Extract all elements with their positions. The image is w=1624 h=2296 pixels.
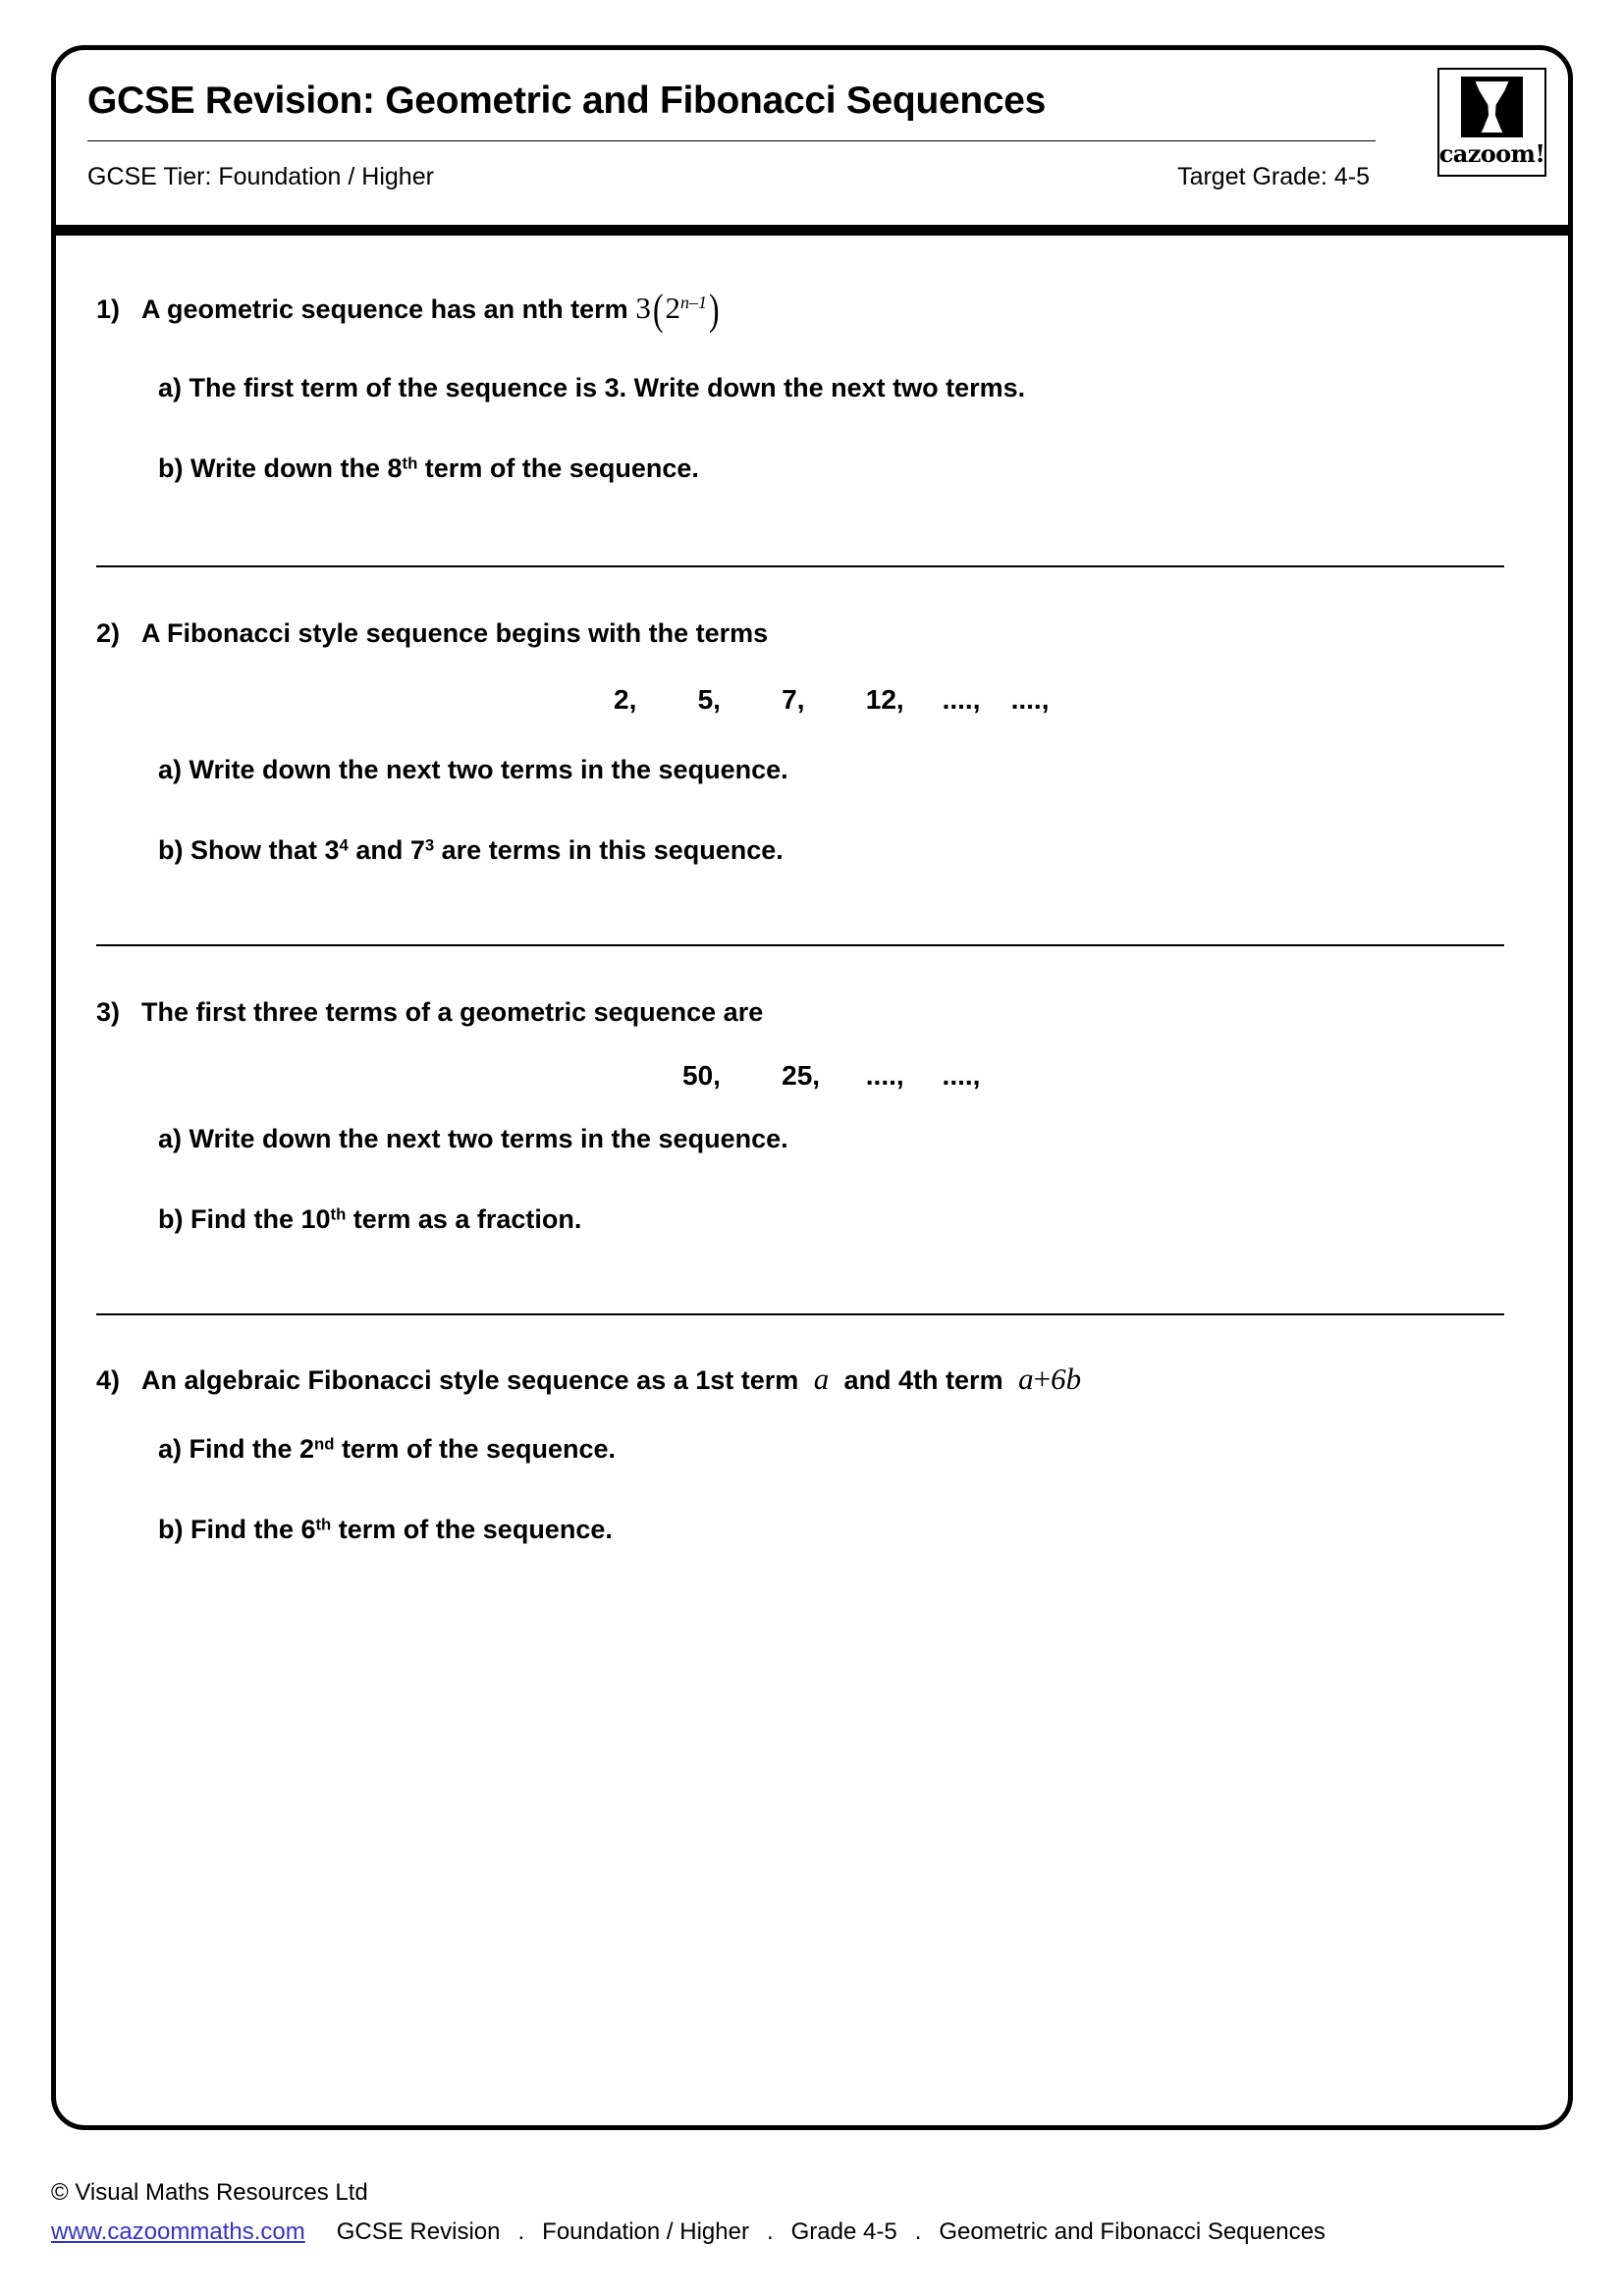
cazoom-logo-text: cazoom! xyxy=(1438,139,1545,168)
formula-base: 2 xyxy=(665,291,681,325)
math-a: a xyxy=(813,1362,830,1396)
page-footer xyxy=(51,2177,1583,2248)
target-grade-label: Target Grade: 4-5 xyxy=(1177,163,1370,190)
question-4-part-a-post: term of the sequence. xyxy=(334,1434,617,1464)
question-3-sequence: 50, 25, ...., ...., xyxy=(682,1060,981,1091)
question-4-part-a-ordinal: nd xyxy=(314,1434,335,1454)
breadcrumb-separator-1: . xyxy=(517,2218,525,2245)
formula-exponent: n–1 xyxy=(680,293,707,313)
question-3-part-b xyxy=(158,1201,1541,1237)
question-2-power-2: 3 xyxy=(424,835,435,855)
question-4-part-a xyxy=(158,1431,1541,1467)
question-4-part-b-pre: b) Find the 6 xyxy=(158,1515,316,1544)
math-expr-a: a xyxy=(1018,1362,1034,1396)
question-4-part-b xyxy=(158,1512,1541,1547)
question-2-stem-text: A Fibonacci style sequence begins with the terms xyxy=(141,618,769,648)
question-2-part-b-pre: b) Show that 3 xyxy=(158,835,340,865)
worksheet-header xyxy=(56,50,1568,225)
page-title: GCSE Revision: Geometric and Fibonacci Sequences xyxy=(87,80,1047,122)
right-paren: ) xyxy=(709,286,720,334)
question-4-expression xyxy=(1003,1362,1081,1397)
question-4-part-b-ordinal: th xyxy=(315,1515,332,1534)
question-1-part-b-ordinal: th xyxy=(402,454,418,473)
breadcrumb-item-4: Geometric and Fibonacci Sequences xyxy=(939,2218,1326,2245)
question-1-part-b-pre: b) Write down the 8 xyxy=(158,454,403,483)
question-1-formula xyxy=(628,286,722,334)
header-meta-row xyxy=(87,162,1376,191)
goblet-shape xyxy=(1476,81,1509,133)
breadcrumb xyxy=(335,2216,1327,2248)
header-text-group xyxy=(85,76,1391,191)
question-4-variable-a xyxy=(798,1362,837,1397)
left-paren: ( xyxy=(652,286,664,334)
question-1-part-a: a) The first term of the sequence is 3. Write down the next two terms. xyxy=(158,373,1026,402)
cazoom-goblet-icon xyxy=(1461,77,1523,137)
title-underline-rule xyxy=(87,140,1376,141)
question-2-stem xyxy=(96,615,1541,651)
breadcrumb-separator-3: . xyxy=(914,2218,922,2245)
math-expr-6b: 6b xyxy=(1051,1362,1082,1396)
question-3-part-b-pre: b) Find the 10 xyxy=(158,1204,331,1234)
question-3-stem xyxy=(96,994,1541,1030)
question-4-stem-text-1: An algebraic Fibonacci style sequence as a 1st term xyxy=(141,1365,799,1395)
question-4-stem xyxy=(96,1362,1541,1398)
question-2-part-b-mid: and 7 xyxy=(348,835,425,865)
question-2-part-b xyxy=(158,832,1541,868)
question-1-stem-text: A geometric sequence has an nth term xyxy=(141,294,628,324)
worksheet-frame xyxy=(51,45,1573,2130)
question-2-power-1: 4 xyxy=(339,835,349,855)
question-1-number: 1) xyxy=(96,294,121,324)
question-4-part-a-pre: a) Find the 2 xyxy=(158,1434,315,1464)
question-3-part-b-post: term as a fraction. xyxy=(346,1204,582,1234)
question-4-number: 4) xyxy=(96,1365,121,1395)
question-3-number: 3) xyxy=(96,997,121,1027)
question-2 xyxy=(83,567,1541,868)
question-3 xyxy=(83,946,1541,1237)
breadcrumb-separator-2: . xyxy=(766,2218,774,2245)
question-1 xyxy=(83,236,1541,486)
formula-coefficient: 3 xyxy=(635,291,651,325)
question-4-stem-text-2-label: and 4th term xyxy=(843,1365,1003,1395)
question-2-part-a: a) Write down the next two terms in the sequence. xyxy=(158,755,788,784)
cazoommaths-link[interactable]: www.cazoommaths.com xyxy=(51,2218,305,2245)
question-4 xyxy=(83,1315,1541,1547)
question-1-stem xyxy=(96,286,1541,334)
question-3-part-b-ordinal: th xyxy=(330,1204,347,1224)
breadcrumb-item-1: GCSE Revision xyxy=(336,2218,501,2245)
cazoom-logo xyxy=(1437,68,1546,177)
footer-links-row xyxy=(51,2216,1583,2248)
copyright-text: © Visual Maths Resources Ltd xyxy=(51,2179,368,2206)
question-3-stem-text: The first three terms of a geometric sequence are xyxy=(141,997,764,1027)
question-1-part-b-post: term of the sequence. xyxy=(417,454,699,483)
question-2-number: 2) xyxy=(96,618,121,648)
tier-label: GCSE Tier: Foundation / Higher xyxy=(87,163,434,190)
math-expr-plus: + xyxy=(1033,1362,1052,1396)
question-2-sequence: 2, 5, 7, 12, ...., ...., xyxy=(614,684,1050,715)
question-3-part-a: a) Write down the next two terms in the sequence. xyxy=(158,1124,788,1153)
header-separator-bar xyxy=(56,225,1568,236)
breadcrumb-item-3: Grade 4-5 xyxy=(790,2218,897,2245)
question-1-part-b xyxy=(158,451,1541,486)
question-4-stem-text-2 xyxy=(837,1362,1003,1398)
question-2-part-b-post: are terms in this sequence. xyxy=(434,835,784,865)
breadcrumb-item-2: Foundation / Higher xyxy=(542,2218,749,2245)
questions-body xyxy=(56,236,1568,1547)
question-4-part-b-post: term of the sequence. xyxy=(331,1515,613,1544)
